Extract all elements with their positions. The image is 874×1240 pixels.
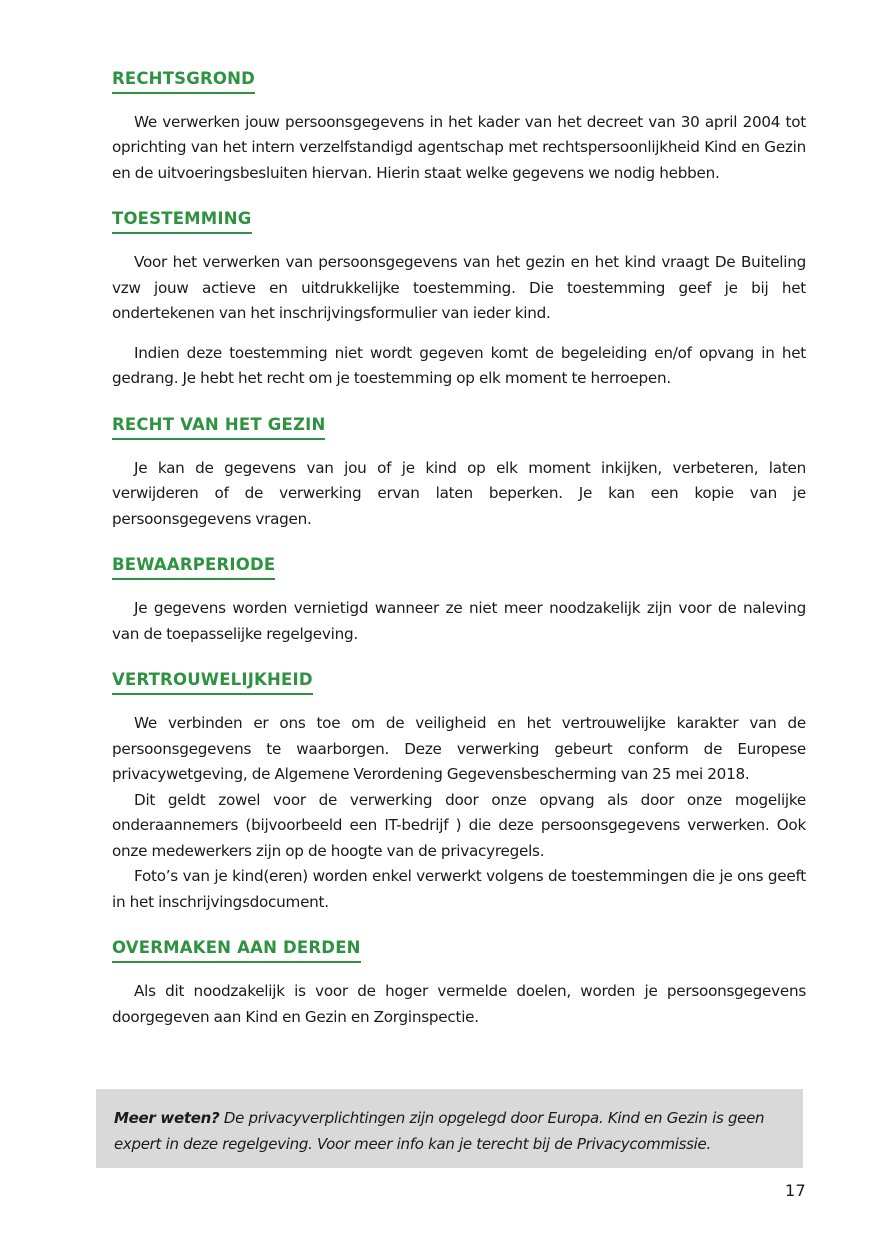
section-toestemming: [112, 210, 806, 234]
section-vertrouwelijkheid: [112, 671, 806, 695]
paragraph-vertrouwelijkheid-3: Foto’s van je kind(eren) worden enkel verwerkt volgens de toestemmingen die je ons geeft in het inschrijvingsdocument.: [112, 867, 806, 911]
section-heading-rechtsgrond: RECHTSGROND: [112, 70, 255, 94]
section-heading-recht-van-het-gezin: RECHT VAN HET GEZIN: [112, 416, 325, 440]
paragraph-recht-van-het-gezin-1: Je kan de gegevens van jou of je kind op elk moment inkijken, verbeteren, laten verwijderen of de verwerking ervan laten beperken. Je kan een kopie van je persoonsgegevens vragen.: [112, 458, 806, 528]
paragraph-bewaarperiode-1: Je gegevens worden vernietigd wanneer ze niet meer noodzakelijk zijn voor de naleving van de toepasselijke regelgeving.: [112, 599, 806, 643]
spacer: [112, 963, 806, 979]
info-callout-inner: [114, 1105, 783, 1157]
spacer: [112, 94, 806, 110]
section-rechtsgrond: [112, 70, 806, 94]
section-heading-vertrouwelijkheid: VERTROUWELIJKHEID: [112, 671, 313, 695]
info-callout-lead: Meer weten?: [114, 1109, 220, 1127]
section-heading-overmaken-aan-derden: OVERMAKEN AAN DERDEN: [112, 939, 361, 963]
info-callout-body: De privacyverplichtingen zijn opgelegd door Europa. Kind en Gezin is geen expert in deze regelgeving. Voor meer info kan je terecht bij de Privacycommissie.: [114, 1109, 765, 1153]
spacer: [112, 647, 806, 671]
spacer: [112, 695, 806, 711]
paragraph-rechtsgrond-1: We verwerken jouw persoonsgegevens in het kader van het decreet van 30 april 2004 tot oprichting van het intern verzelfstandigd agentschap met rechtspersoonlijkheid Kind en Gezin en de uitvoeringsbesluiten hiervan. Hierin staat welke gegevens we nodig hebben.: [112, 112, 806, 182]
document-body: [112, 70, 806, 1030]
section-bewaarperiode: [112, 556, 806, 580]
spacer: [112, 327, 806, 341]
spacer: [112, 186, 806, 210]
section-overmaken-aan-derden: [112, 939, 806, 963]
section-heading-toestemming: TOESTEMMING: [112, 210, 252, 234]
spacer: [112, 234, 806, 250]
spacer: [112, 532, 806, 556]
spacer: [112, 440, 806, 456]
paragraph-vertrouwelijkheid-1: We verbinden er ons toe om de veiligheid en het vertrouwelijke karakter van de persoonsgegevens te waarborgen. Deze verwerking gebeurt conform de Europese privacywetgeving, de Algemene Verordening Gegevensbescherming van 25 mei 2018.: [112, 714, 806, 784]
spacer: [112, 392, 806, 416]
paragraph-vertrouwelijkheid-2: Dit geldt zowel voor de verwerking door onze opvang als door onze mogelijke onderaannemers (bijvoorbeeld een IT-bedrijf ) die deze persoonsgegevens verwerken. Ook onze medewerkers zijn op de hoogte van de privacyregels.: [112, 790, 806, 860]
paragraph-toestemming-1: Voor het verwerken van persoonsgegevens van het gezin en het kind vraagt De Buiteling vzw jouw actieve en uitdrukkelijke toestemming. Die toestemming geef je bij het ondertekenen van het inschrijvingsformulier van ieder kind.: [112, 253, 806, 323]
spacer: [112, 915, 806, 939]
info-callout-text: [114, 1105, 783, 1157]
spacer: [112, 580, 806, 596]
page-number: 17: [785, 1181, 806, 1200]
paragraph-overmaken-aan-derden-1: Als dit noodzakelijk is voor de hoger vermelde doelen, worden je persoonsgegevens doorgegeven aan Kind en Gezin en Zorginspectie.: [112, 982, 806, 1026]
paragraph-toestemming-2: Indien deze toestemming niet wordt gegeven komt de begeleiding en/of opvang in het gedrang. Je hebt het recht om je toestemming op elk moment te herroepen.: [112, 343, 806, 388]
section-recht-van-het-gezin: [112, 416, 806, 440]
info-callout-box: [96, 1089, 803, 1168]
section-heading-bewaarperiode: BEWAARPERIODE: [112, 556, 275, 580]
